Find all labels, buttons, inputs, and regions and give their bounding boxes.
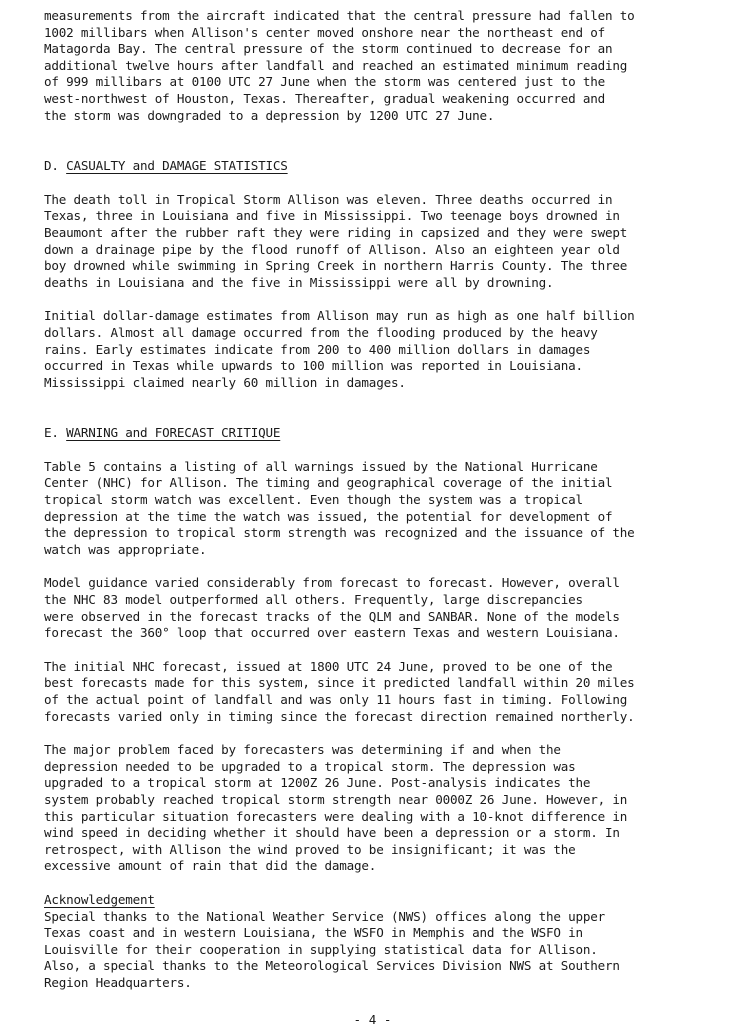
section-e-prefix: E. xyxy=(44,425,67,441)
spacer xyxy=(44,642,724,659)
section-e-title: WARNING and FORECAST CRITIQUE xyxy=(66,425,281,441)
spacer xyxy=(44,175,724,192)
intro-paragraph: measurements from the aircraft indicated that the central pressure had fallen to 1002 millibars when Allison's center moved onshore near the northeast end of Matagorda Bay. The central pressure of the storm continued to decrease for an additional twelve hours after landfall and reached an estimated minimum reading of 999 millibars at 0100 UTC 27 June when the storm was centered just to the west-northwest of Houston, Texas. Thereafter, gradual weakening occurred and the storm was downgraded to a depression by 1200 UTC 27 June. xyxy=(44,8,635,123)
spacer xyxy=(44,442,724,459)
spacer xyxy=(44,391,724,425)
acknowledgement-heading xyxy=(44,892,724,909)
acknowledgement-paragraph: Special thanks to the National Weather Service (NWS) offices along the upper Texas coast and in western Louisiana, the WSFO in Memphis and the WSFO in Louisville for their cooperation in supplying statistical data for Allison. Also, a special thanks to the Meteorological Services Division NWS at Southern Region Headquarters. xyxy=(44,908,620,990)
acknowledgement-title: Acknowledgement xyxy=(44,891,155,907)
section-d-title: CASUALTY and DAMAGE STATISTICS xyxy=(66,158,288,174)
page-number: - 4 - xyxy=(353,1012,392,1027)
section-e-paragraph-4: The major problem faced by forecasters was determining if and when the depression needed to be upgraded to a tropical storm. The depression was upgraded to a tropical storm at 1200Z 26 June. Post-analysis indicates the system probably reached tropical storm strength near 0000Z 26 June. However, in this particular situation forecasters were dealing with a 10-knot difference in wind speed in deciding whether it should have been a depression or a storm. In retrospect, with Allison the wind proved to be insignificant; it was the excessive amount of rain that did the damage. xyxy=(44,742,628,874)
section-d-prefix: D. xyxy=(44,158,67,174)
section-e-paragraph-1: Table 5 contains a listing of all warnings issued by the National Hurricane Center (NHC) for Allison. The timing and geographical coverage of the initial tropical storm watch was excellent. Even though the system was a tropical depression at the time the watch was issued, the potential for development of the depression to tropical storm strength was recognized and the issuance of the watch was appropriate. xyxy=(44,458,635,557)
spacer xyxy=(44,875,724,892)
section-e-paragraph-3: The initial NHC forecast, issued at 1800 UTC 24 June, proved to be one of the best forecasts made for this system, since it predicted landfall within 20 miles of the actual point of landfall and was only 11 hours fast in timing. Following forecasts varied only in timing since the forecast direction remained northerly. xyxy=(44,658,635,724)
section-d-paragraph-2: Initial dollar-damage estimates from Allison may run as high as one half billion dollars. Almost all damage occurred from the flooding produced by the heavy rains. Early estimates indicate from 200 to 400 million dollars in damages occurred in Texas while upwards to 100 million was reported in Louisiana. Mississippi claimed nearly 60 million in damages. xyxy=(44,308,635,390)
section-d-paragraph-1: The death toll in Tropical Storm Allison was eleven. Three deaths occurred in Texas, three in Louisiana and five in Mississippi. Two teenage boys drowned in Beaumont after the rubber raft they were riding in capsized and they were swept down a drainage pipe by the flood runoff of Allison. Also an eighteen year old boy drowned while swimming in Spring Creek in northern Harris County. The three deaths in Louisiana and the five in Mississippi were all by drowning. xyxy=(44,191,628,290)
spacer xyxy=(44,291,724,308)
spacer xyxy=(44,725,724,742)
section-d-heading xyxy=(44,158,724,175)
section-e-heading xyxy=(44,425,724,442)
document-page xyxy=(44,8,724,992)
section-e-paragraph-2: Model guidance varied considerably from forecast to forecast. However, overall the NHC 83 model outperformed all others. Frequently, large discrepancies were observed in the forecast tracks of the QLM and SANBAR. None of the models forecast the 360° loop that occurred over eastern Texas and western Louisiana. xyxy=(44,575,620,641)
spacer xyxy=(44,124,724,158)
spacer xyxy=(44,558,724,575)
